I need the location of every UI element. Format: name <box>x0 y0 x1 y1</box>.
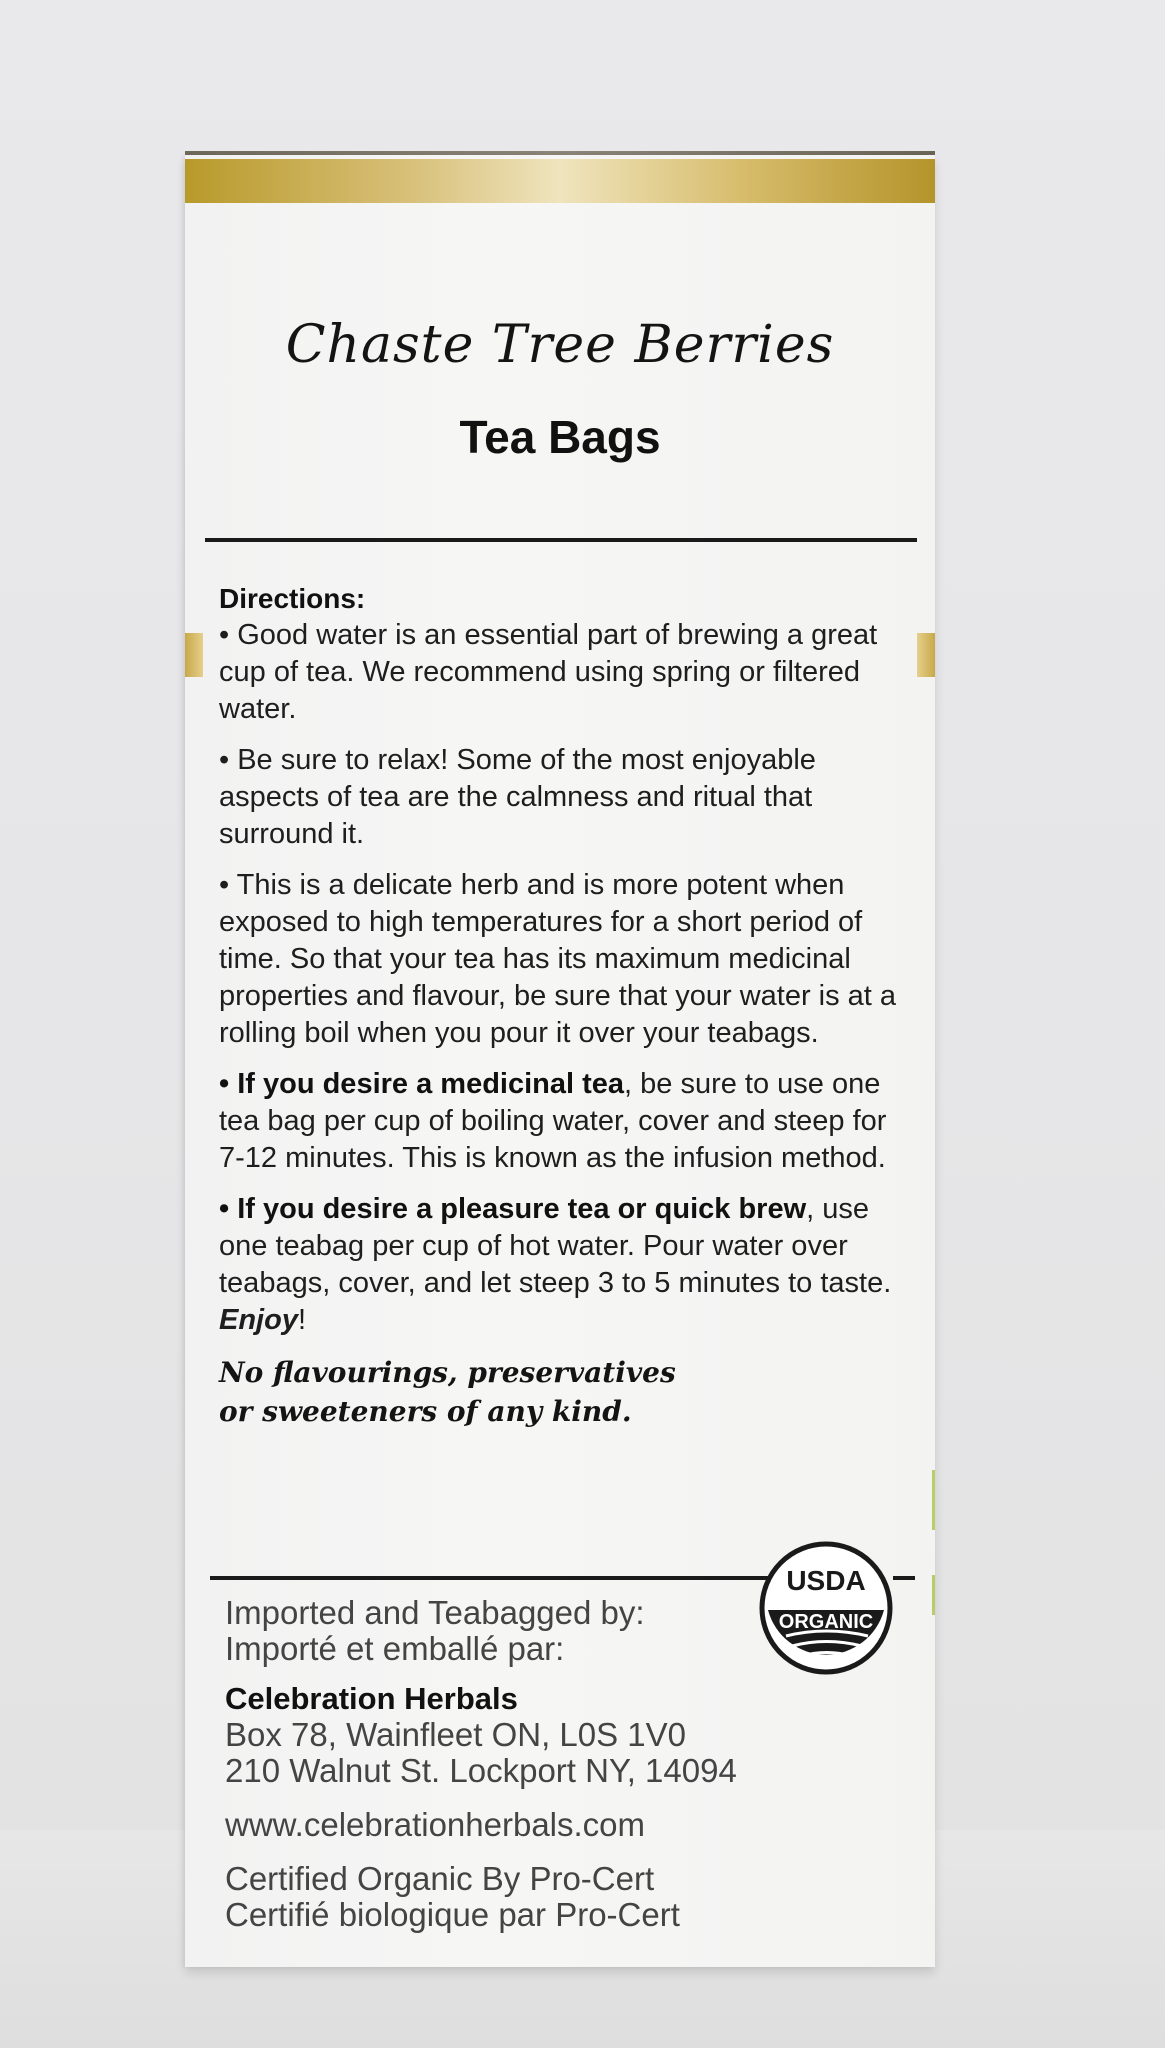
seal-top-text: USDA <box>786 1565 866 1596</box>
title-divider <box>205 538 917 542</box>
direction-delicate-herb: • This is a delicate herb and is more potent when exposed to high temperatures for a short period of time. So that your tea has its maximum medicinal properties and flavour, be sure that your water is at a rolling boil when you pour it over your teabags. <box>219 869 897 1049</box>
medicinal-text: , be sure to use one tea bag per cup of boiling water, cover and steep for 7-12 minutes. This is known as the infusion method. <box>219 1068 887 1174</box>
seal-bottom-text: ORGANIC <box>778 1611 874 1633</box>
company-name: Celebration Herbals <box>225 1681 518 1716</box>
direction-water: • Good water is an essential part of brewing a great cup of tea. We recommend using spring or filtered water. <box>219 619 878 725</box>
importer-divider-end <box>893 1576 915 1580</box>
address-canada: Box 78, Wainfleet ON, L0S 1V0 <box>225 1716 687 1753</box>
importer-divider <box>210 1576 775 1580</box>
enjoy-exclaim: ! <box>297 1304 307 1336</box>
product-subtitle: Tea Bags <box>459 411 661 463</box>
direction-relax: • Be sure to relax! Some of the most enjoyable aspects of tea are the calmness and ritual that surround it. <box>219 744 816 850</box>
gold-tab-left <box>185 633 203 677</box>
product-title: Chaste Tree Berries <box>285 315 835 375</box>
directions-heading: Directions: <box>219 583 366 614</box>
imported-label-fr: Importé et emballé par: <box>225 1630 565 1667</box>
no-additives-note <box>219 1353 909 1431</box>
address-usa: 210 Walnut St. Lockport NY, 14094 <box>225 1752 737 1789</box>
green-edge-mark <box>932 1470 935 1530</box>
imported-label-en: Imported and Teabagged by: <box>225 1594 645 1631</box>
gold-tab-right <box>917 633 935 677</box>
pleasure-text: , use one teabag per cup of hot water. Pour water over teabags, cover, and let steep 3 to 5 minutes to taste. <box>219 1193 892 1299</box>
gold-top-band <box>185 159 935 203</box>
note-line-1: No flavourings, preservatives <box>219 1356 676 1389</box>
tea-box-side-panel <box>185 155 935 1967</box>
direction-pleasure <box>219 1191 909 1339</box>
direction-medicinal <box>219 1066 909 1177</box>
enjoy-text: Enjoy <box>219 1304 298 1336</box>
note-line-2: or sweeteners of any kind. <box>219 1395 632 1428</box>
medicinal-lead: • If you desire a medicinal tea <box>219 1068 625 1100</box>
website: www.celebrationherbals.com <box>225 1806 646 1843</box>
usda-organic-seal-icon <box>758 1540 894 1676</box>
directions-section <box>219 580 909 1431</box>
pleasure-lead: • If you desire a pleasure tea or quick brew <box>219 1193 807 1225</box>
green-edge-mark <box>932 1575 935 1615</box>
certified-en: Certified Organic By Pro-Cert <box>225 1860 655 1897</box>
certified-fr: Certifié biologique par Pro-Cert <box>225 1896 680 1933</box>
